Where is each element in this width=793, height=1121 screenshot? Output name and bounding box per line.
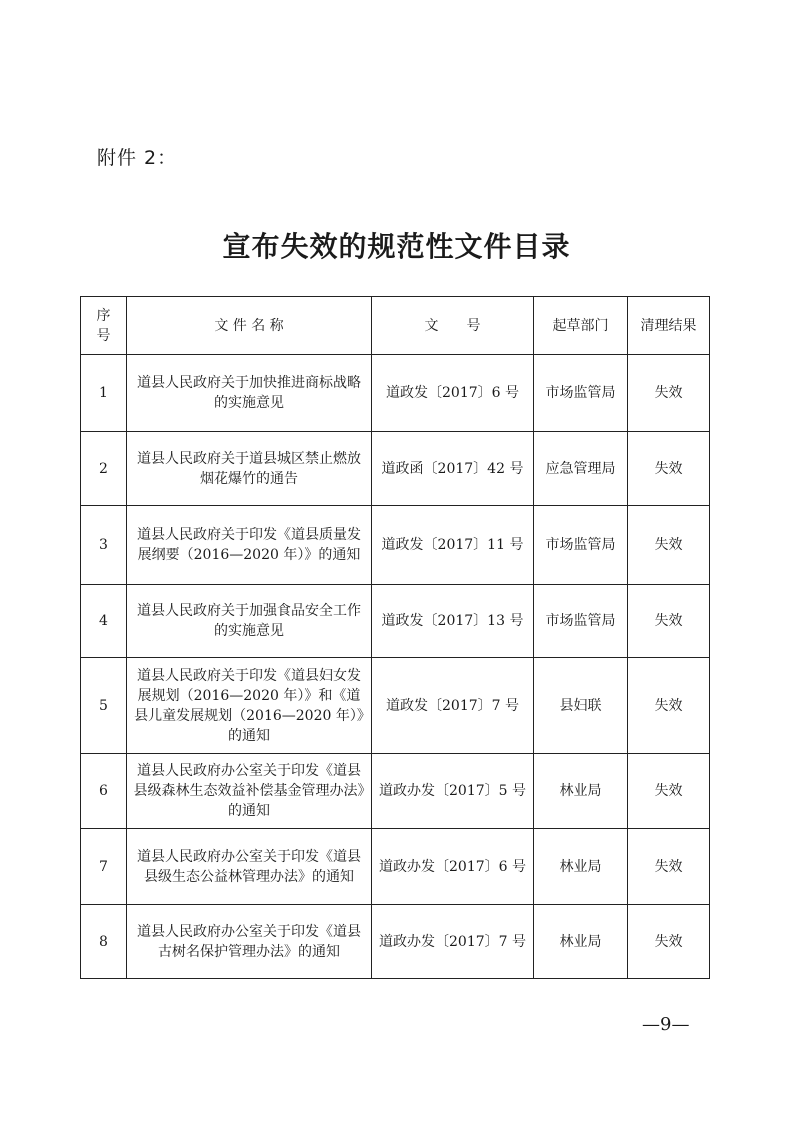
- row-result: 失效: [628, 658, 710, 754]
- row-dept: 县妇联: [534, 658, 628, 754]
- row-dept: 市场监管局: [534, 355, 628, 432]
- row-doc-no: 道政办发〔2017〕6 号: [372, 829, 534, 905]
- row-result: 失效: [628, 506, 710, 585]
- attachment-label: 附件 2：: [97, 147, 178, 169]
- row-dept: 林业局: [534, 829, 628, 905]
- row-name: 道县人民政府关于道县城区禁止燃放烟花爆竹的通告: [127, 432, 372, 506]
- row-doc-no: 道政发〔2017〕6 号: [372, 355, 534, 432]
- row-doc-no: 道政办发〔2017〕7 号: [372, 905, 534, 979]
- row-name: 道县人民政府关于加强食品安全工作的实施意见: [127, 585, 372, 658]
- row-name: 道县人民政府办公室关于印发《道县古树名保护管理办法》的通知: [127, 905, 372, 979]
- catalog-table: [80, 296, 710, 979]
- document-title: 宣布失效的规范性文件目录: [222, 230, 571, 263]
- row-dept: 市场监管局: [534, 506, 628, 585]
- row-seq: 6: [81, 754, 127, 829]
- row-dept: 林业局: [534, 905, 628, 979]
- row-seq: 3: [81, 506, 127, 585]
- row-name: 道县人民政府关于印发《道县质量发展纲要（2016—2020 年）》的通知: [127, 506, 372, 585]
- row-seq: 7: [81, 829, 127, 905]
- row-dept: 林业局: [534, 754, 628, 829]
- row-seq: 8: [81, 905, 127, 979]
- row-doc-no: 道政发〔2017〕7 号: [372, 658, 534, 754]
- row-dept: 应急管理局: [534, 432, 628, 506]
- row-seq: 4: [81, 585, 127, 658]
- row-doc-no: 道政办发〔2017〕5 号: [372, 754, 534, 829]
- row-result: 失效: [628, 355, 710, 432]
- row-seq: 5: [81, 658, 127, 754]
- table-row: [81, 905, 710, 979]
- table-header-row: [81, 297, 710, 355]
- row-seq: 1: [81, 355, 127, 432]
- header-seq-label: 序号: [96, 307, 111, 344]
- table-row: [81, 754, 710, 829]
- row-result: 失效: [628, 432, 710, 506]
- header-name: 文 件 名 称: [127, 297, 372, 355]
- page-number: —9—: [642, 1014, 690, 1035]
- row-doc-no: 道政发〔2017〕13 号: [372, 585, 534, 658]
- row-seq: 2: [81, 432, 127, 506]
- row-name: 道县人民政府办公室关于印发《道县县级生态公益林管理办法》的通知: [127, 829, 372, 905]
- table-row: [81, 355, 710, 432]
- table-row: [81, 506, 710, 585]
- header-result: 清理结果: [628, 297, 710, 355]
- header-doc-no: 文 号: [372, 297, 534, 355]
- row-dept: 市场监管局: [534, 585, 628, 658]
- row-result: 失效: [628, 905, 710, 979]
- row-name: 道县人民政府办公室关于印发《道县县级森林生态效益补偿基金管理办法》的通知: [127, 754, 372, 829]
- row-name: 道县人民政府关于加快推进商标战略的实施意见: [127, 355, 372, 432]
- table-row: [81, 658, 710, 754]
- header-dept: 起草部门: [534, 297, 628, 355]
- row-result: 失效: [628, 585, 710, 658]
- row-doc-no: 道政发〔2017〕11 号: [372, 506, 534, 585]
- row-result: 失效: [628, 829, 710, 905]
- table-row: [81, 585, 710, 658]
- row-result: 失效: [628, 754, 710, 829]
- row-doc-no: 道政函〔2017〕42 号: [372, 432, 534, 506]
- table-row: [81, 829, 710, 905]
- header-seq: [81, 297, 127, 355]
- table-row: [81, 432, 710, 506]
- row-name: 道县人民政府关于印发《道县妇女发展规划（2016—2020 年）》和《道县儿童发展规划（2016—2020 年）》的通知: [127, 658, 372, 754]
